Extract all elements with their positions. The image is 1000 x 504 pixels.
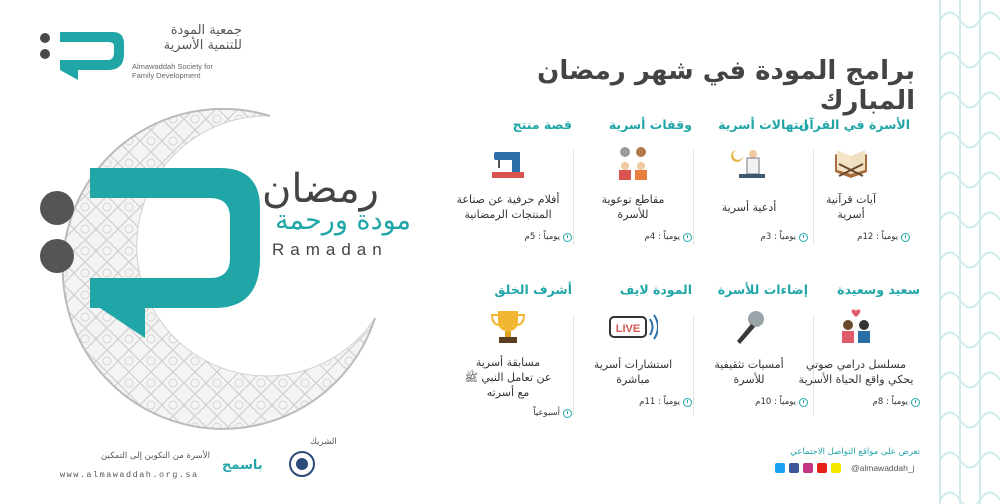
sewing-machine-icon [444,140,572,184]
program-time: يومياً : 11م [574,397,692,407]
program-time: يومياً : 12م [792,232,910,242]
quran-book-icon [792,140,910,184]
slogan: الأسرة من التكوين إلى التمكين [101,451,210,461]
program-description: مسلسل درامي صوتي يحكي واقع الحياة الأسرية [798,358,914,386]
svg-text:LIVE: LIVE [615,323,641,335]
program-title: قصة منتج [512,117,572,132]
page-title: برامج المودة في شهر رمضان المبارك [537,56,915,116]
program-time: أسبوعياً [444,408,572,418]
program-time: يومياً : 4م [574,232,692,242]
youtube-icon[interactable] [817,463,827,473]
program-description: آيات قرآنية أسرية [826,193,876,221]
decorative-pattern-border [930,0,1000,504]
program-card [690,282,808,407]
clock-icon [683,233,692,242]
clock-icon [911,398,920,407]
snapchat-icon[interactable] [831,463,841,473]
program-card [444,117,572,242]
program-card [574,282,692,407]
website-link[interactable]: www.almawaddah.org.sa [60,470,199,480]
social-handle: @almawaddah_j [851,463,915,473]
ramadan-arabic-calligraphy: رمضان [262,166,379,212]
program-title: إضاءات للأسرة [717,282,808,297]
program-description: مقاطع توعوية للأسرة [601,193,665,221]
program-description: استشارات أسرية مباشرة [593,358,673,386]
partner-name: باسمح [222,458,263,473]
program-description: مسابقة أسرية عن تعامل النبي ﷺ مع أسرته [464,356,552,399]
partner-label: الشريك [310,437,337,447]
program-time: يومياً : 5م [444,232,572,242]
facebook-icon[interactable] [789,463,799,473]
logo-name-arabic [132,23,242,53]
logo-en-line1: Almawaddah Society for [132,62,213,71]
program-card [792,117,910,242]
program-title: وقفات أسرية [608,117,692,132]
trophy-icon [444,305,572,349]
ramadan-english: Ramadan [272,240,388,259]
program-time: يومياً : 8م [792,397,920,407]
clock-icon [901,233,910,242]
family-icon [574,140,692,184]
program-title: المودة لايف [619,282,692,297]
program-title: أشرف الخلق [494,282,572,297]
program-description: أدعية أسرية [721,200,777,214]
logo-en-line2: Family Development [132,71,201,80]
praying-man-icon [690,140,808,184]
program-time: يومياً : 3م [690,232,808,242]
program-description: أمسيات تثقيفية للأسرة [714,358,784,386]
clock-icon [799,233,808,242]
program-card [792,282,920,407]
social-label: تعرض على مواقع التواصل الاجتماعي [790,447,920,457]
clock-icon [563,233,572,242]
logo-name-english [132,62,213,80]
logo [38,24,128,82]
social-icons [775,463,914,473]
ramadan-subtitle: مودة ورحمة [275,205,412,236]
twitter-icon[interactable] [775,463,785,473]
program-card [690,117,808,242]
crescent-graphic [30,108,390,438]
program-description: أفلام حرفية عن صناعة المنتجات الرمضانية [456,193,560,221]
clock-icon [563,409,572,418]
clock-icon [799,398,808,407]
logo-name-line1: جمعية المودة [170,23,242,38]
program-time: يومياً : 10م [690,397,808,407]
program-card [574,117,692,242]
microphone-icon [690,305,808,349]
program-title: سعيد وسعيدة [837,282,920,297]
program-title: ابتهالات أسرية [718,117,808,132]
instagram-icon[interactable] [803,463,813,473]
couple-icon [792,305,920,349]
clock-icon [683,398,692,407]
logo-name-line2: للتنمية الأسرية [163,38,242,53]
program-card [444,282,572,418]
program-title: الأسرة في القرآن [798,117,910,132]
partner-seal-icon [288,450,316,478]
live-icon [574,305,692,349]
